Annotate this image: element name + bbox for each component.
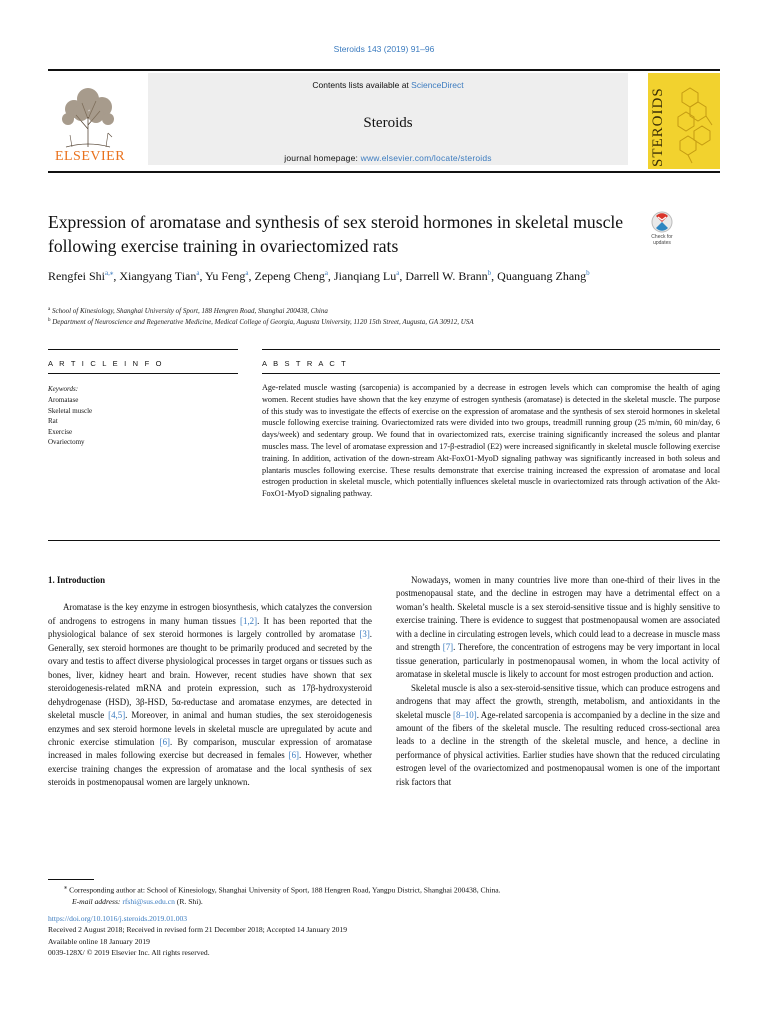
paragraph-text: . However, whether exercise training changes the expression of aromatase and the local synthesis of sex steroids in postmenopausal women are largely unknown. xyxy=(48,750,372,788)
paragraph-text: . Moreover, in animal and human studies, the sex steroidogenesis enzymes and sex steroid hormone levels in skeletal muscle are upregulated by acute and chronic exercise stimulation xyxy=(48,710,372,747)
cover-title: STEROIDS xyxy=(650,87,666,167)
affiliation-marker: a xyxy=(48,307,51,312)
paragraph-text: . It has been reported that the physiological balance of sex steroid hormones is largely controlled by aromatase xyxy=(48,615,372,640)
check-for-updates-badge[interactable] xyxy=(646,210,678,258)
journal-cover-thumbnail[interactable] xyxy=(648,73,720,169)
abstract-rule xyxy=(262,349,720,350)
journal-header xyxy=(48,69,720,173)
crossmark-label: Check for updates xyxy=(651,234,673,246)
contents-line xyxy=(148,80,628,90)
citation-link[interactable]: [7] xyxy=(442,642,454,653)
abstract-text: Age-related muscle wasting (sarcopenia) is accompanied by a decrease in estrogen levels which can compromise the health of aging women. Recent studies have shown that the key enzyme of estrogen synthesis (aromatase) is detected in the skeletal muscle. The purpose of this study was to investigate the effects of exercise on the expression of aromatase and the synthesis of sex steroid hormones in skeletal muscle following exercise training. Ovariectomized rats were divided into two groups, treadmill running group (25 m/min, 60 min/day, 6 days/week) and sedentary group. We found that in ovariectomized rats, exercise training significantly increased the soleus and plantar muscles mass. The level of aromatase expression and 17-β-estradiol (E2) were increased significantly in skeletal muscle following exercise training. In addition, activation of the down-stream Akt-FoxO1-MyoD signaling pathway was significantly increased in both soleus and plantaris muscles following exercise. These results demonstrate that exercise training increased the expression of aromatase and local estrogen production in skeletal muscle, which potentially influences skeletal muscle in ovariectomized rats through activation of the Akt-FoxO1-MyoD signaling pathway. xyxy=(262,383,720,499)
doi-link[interactable]: https://doi.org/10.1016/j.steroids.2019.01.003 xyxy=(48,914,188,923)
paragraph xyxy=(396,682,720,790)
citation-link[interactable]: [4,5] xyxy=(108,710,126,721)
email-link[interactable]: rfshi@sus.edu.cn xyxy=(122,896,175,906)
affiliation-text: School of Kinesiology, Shanghai University of Sport, 188 Hengren Road, Shanghai 200438, China xyxy=(51,307,328,315)
crossmark-icon xyxy=(646,210,678,234)
footnote-marker: ⁎ xyxy=(64,884,68,891)
author-name[interactable]: Yu Feng xyxy=(205,269,246,283)
publication-info xyxy=(48,913,548,959)
author-name[interactable]: Xiangyang Tian xyxy=(119,269,197,283)
citation-link[interactable]: [6] xyxy=(159,736,170,747)
copyright: 0039-128X/ © 2019 Elsevier Inc. All rights reserved. xyxy=(48,948,210,958)
author-affiliation-marker[interactable]: b xyxy=(487,269,492,277)
abstract-subrule xyxy=(262,373,720,374)
body-column-right xyxy=(396,574,720,789)
paragraph-text: Skeletal muscle is also a sex-steroid-sensitive tissue, which can produce estrogens and androgens that may affect the growth, strength, metabolism, and antioxidants in the skeletal muscle xyxy=(396,682,720,720)
homepage-line xyxy=(148,153,628,163)
author-affiliation-marker[interactable]: a xyxy=(324,269,328,277)
author-name[interactable]: Rengfei Shi xyxy=(48,269,105,283)
affiliation-marker: b xyxy=(48,318,51,323)
paragraph-text: . By comparison, muscular expression of aromatase increased in males following exercise but decreased in females xyxy=(48,736,372,761)
elsevier-wordmark: ELSEVIER xyxy=(54,149,126,164)
author-affiliation-marker[interactable]: a xyxy=(396,269,400,277)
footnote-text: Corresponding author at: School of Kinesiology, Shanghai University of Sport, 188 Hengren Road, Yangpu District, Shanghai 200438, China. xyxy=(67,885,501,895)
journal-banner xyxy=(148,73,628,165)
journal-title: Steroids xyxy=(363,115,413,131)
author-separator: , xyxy=(327,269,334,283)
received-dates: Received 2 August 2018; Received in revised form 21 December 2018; Accepted 14 January 2019 xyxy=(48,925,348,935)
email-label: E-mail address: xyxy=(72,896,123,906)
keyword: Exercise xyxy=(48,427,73,436)
citation-link[interactable]: [3] xyxy=(359,629,370,640)
article-info-rule xyxy=(48,349,238,350)
keywords-label: Keywords: xyxy=(48,385,79,393)
paragraph-text: Nowadays, women in many countries live more than one-third of their lives in the postmenopausal state, and the decline in estrogen may have a detrimental effect on a woman’s health. Skeletal muscle is a sex steroid-sensitive tissue and is highly sensitive to exercise training. There is evidence to suggest that postmenopausal women are associated with a decline in circulating estrogen levels, which could lead to a decrease in muscle mass and strength xyxy=(396,575,720,653)
author-affiliation-marker[interactable]: a xyxy=(196,269,200,277)
homepage-link[interactable]: www.elsevier.com/locate/steroids xyxy=(360,153,492,163)
keyword: Ovariectomy xyxy=(48,438,85,446)
keywords-list xyxy=(48,395,238,448)
journal-reference-link[interactable]: Steroids 143 (2019) 91–96 xyxy=(333,44,435,54)
paragraph-text: . Generally, sex steroid hormones are thought to be primarily produced and secreted by the ovary and testis to affect diverse physiological processes in target organs or tissues such as bones, liver, kidney heart and brain. However, recent studies have shown that sex steroidogenesis-related mRNA and protein expression, such as 17β-hydroxysteroid dehydrogenase (HSD), 3β-HSD, 5α-reductase and aromatase enzymes, are detected in skeletal muscle xyxy=(48,629,372,721)
author-name[interactable]: Jianqiang Lu xyxy=(333,269,397,283)
header-top-rule xyxy=(48,69,720,71)
affiliation-b xyxy=(48,318,728,326)
citation-link[interactable]: [8–10] xyxy=(453,709,477,720)
author-affiliation-marker[interactable]: b xyxy=(586,269,590,277)
sciencedirect-link[interactable]: ScienceDirect xyxy=(411,80,464,90)
email-suffix: (R. Shi). xyxy=(174,896,203,906)
keyword: Skeletal muscle xyxy=(48,406,93,415)
author-name[interactable]: Darrell W. Brann xyxy=(405,269,488,283)
abstract-bottom-rule xyxy=(48,540,720,541)
author-name[interactable]: Zepeng Cheng xyxy=(254,269,325,283)
abstract-heading: A B S T R A C T xyxy=(262,359,348,368)
footnote-rule xyxy=(48,879,94,880)
body-column-left xyxy=(48,574,372,790)
paragraph-text: . Age-related sarcopenia is accompanied by a decline in the size and amount of the fibers of the skeletal muscle. The resulting reduced cross-sectional area leads to a decline in the strength of the skeletal muscle, and hence, a decline in performance of physical activities. Earlier studies have shown that the reduced circulating estrogen level of the ovariectomized and postmenopausal women is one of the important risk factors that xyxy=(396,709,720,787)
article-info-heading: A R T I C L E I N F O xyxy=(48,359,164,368)
keyword: Rat xyxy=(48,417,58,425)
contents-prefix: Contents lists available at xyxy=(312,80,412,90)
author-separator: , xyxy=(113,269,120,283)
author-affiliation-marker[interactable]: a,⁎ xyxy=(105,269,114,277)
header-bottom-rule xyxy=(48,171,720,173)
author-affiliation-marker[interactable]: a xyxy=(245,269,249,277)
paragraph-text: Aromatase is the key enzyme in estrogen biosynthesis, which catalyzes the conversion of androgens to estrogens in many human tissues xyxy=(48,602,372,626)
author-separator: , xyxy=(399,269,406,283)
corresponding-author-footnote xyxy=(48,882,718,907)
author-list xyxy=(48,264,648,286)
paragraph xyxy=(48,601,372,789)
author-name[interactable]: Quanguang Zhang xyxy=(497,269,587,283)
affiliation-a xyxy=(48,307,728,315)
affiliation-text: Department of Neuroscience and Regenerative Medicine, Medical College of Georgia, Augusta University, 1120 15th Street, Augusta, GA 30912, USA xyxy=(52,318,474,326)
citation-link[interactable]: [6] xyxy=(288,750,299,761)
section-heading: 1. Introduction xyxy=(48,575,106,585)
article-title: Expression of aromatase and synthesis of sex steroid hormones in skeletal muscle following exercise training in ovariectomized rats xyxy=(48,212,624,256)
article-info-subrule xyxy=(48,373,238,374)
author-separator: , xyxy=(199,269,206,283)
keyword: Aromatase xyxy=(48,396,79,404)
author-separator: , xyxy=(491,269,498,283)
homepage-prefix: journal homepage: xyxy=(284,153,361,163)
paragraph xyxy=(396,574,720,682)
available-online: Available online 18 January 2019 xyxy=(48,936,150,946)
citation-link[interactable]: [1,2] xyxy=(240,615,258,626)
paragraph-text: . Therefore, the concentration of estrogens may be very important in local tissue generation, particularly in postmenopausal women, in whom the local activity of aromatase in skeletal muscle is likely to account for most estrogen production and action. xyxy=(396,642,720,680)
author-separator: , xyxy=(248,269,255,283)
